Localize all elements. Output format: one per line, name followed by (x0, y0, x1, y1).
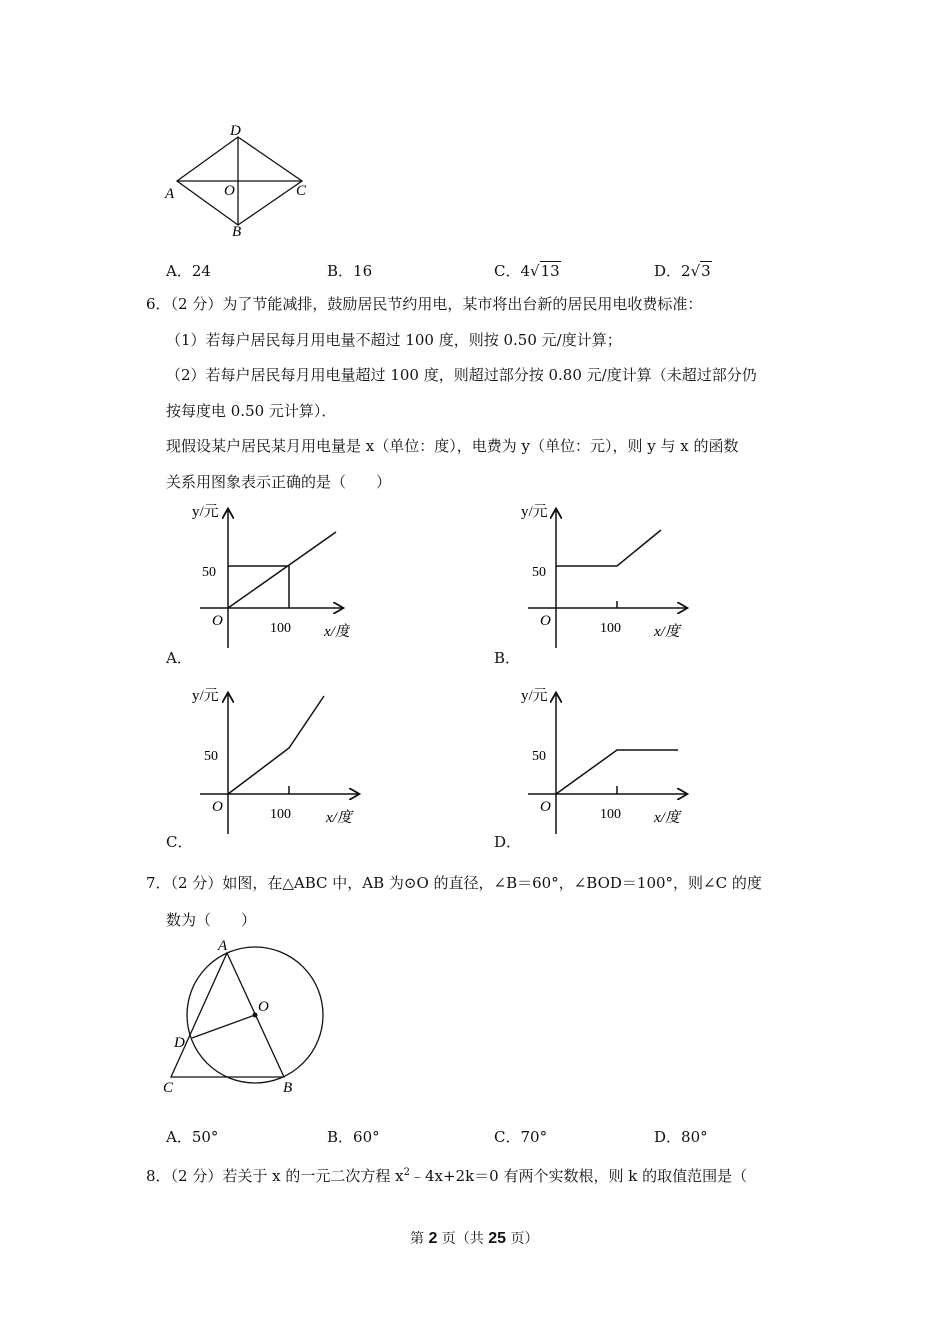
graph-b (518, 498, 693, 648)
graph-d-origin: O (540, 799, 551, 815)
graph-b-ytick: 50 (532, 565, 546, 580)
graph-a (190, 498, 350, 648)
q6-head: 6．（2 分）为了节能减排，鼓励居民节约用电，某市将出台新的居民用电收费标准： (146, 295, 703, 313)
footer-page-number: 2 (428, 1230, 438, 1247)
fig7-label-O: O (258, 999, 269, 1015)
label-A: A (165, 186, 175, 202)
page-footer: 第 2 页（共 25 页） (410, 1230, 539, 1247)
q5-option-a: A．24 (166, 262, 211, 280)
graph-c-ylabel: y/元 (192, 688, 219, 704)
q6-rule1: （1）若每户居民每月用电量不超过 100 度，则按 0.50 元/度计算； (166, 331, 622, 349)
graph-d-xlabel: x/度 (654, 810, 680, 826)
graph-b-letter: B． (494, 649, 521, 667)
graph-d (518, 682, 693, 834)
graph-c-xtick: 100 (270, 807, 291, 822)
graph-a-ytick: 50 (202, 565, 216, 580)
q7-option-c: C．70° (494, 1128, 548, 1146)
q7-option-d: D．80° (654, 1128, 708, 1146)
graph-c-letter: C． (166, 833, 193, 851)
label-C: C (296, 183, 307, 199)
graph-a-ylabel: y/元 (192, 504, 219, 520)
graph-d-xtick: 100 (600, 807, 621, 822)
label-O: O (224, 183, 235, 199)
footer-total-pages: 25 (488, 1230, 507, 1247)
graph-a-xtick: 100 (270, 621, 291, 636)
q5-option-d: D．2√3 (654, 262, 711, 280)
graph-b-xlabel: x/度 (654, 624, 680, 640)
graph-b-ylabel: y/元 (521, 504, 548, 520)
q6-rule2b: 按每度电 0.50 元计算）． (166, 402, 337, 420)
fig7-label-C: C (163, 1080, 174, 1096)
label-D: D (230, 123, 241, 139)
graph-a-letter: A． (166, 649, 192, 667)
graph-c (190, 682, 365, 834)
graph-c-origin: O (212, 799, 223, 815)
graph-d-ylabel: y/元 (521, 688, 548, 704)
q7-line1: 7．（2 分）如图，在△ABC 中，AB 为⊙O 的直径，∠B＝60°，∠BOD＝100°，则∠C 的度 (146, 874, 762, 892)
q6-line4: 关系用图象表示正确的是（ ） (166, 473, 392, 491)
rhombus-figure (160, 118, 320, 242)
graph-a-origin: O (212, 613, 223, 629)
graph-b-xtick: 100 (600, 621, 621, 636)
q7-option-a: A．50° (166, 1128, 219, 1146)
q6-rule2a: （2）若每户居民每月用电量超过 100 度，则超过部分按 0.80 元/度计算（未超过部分仍 (166, 366, 757, 384)
q6-line3: 现假设某户居民某月用电量是 x（单位：度），电费为 y（单位：元），则 y 与 x 的函数 (166, 437, 739, 455)
fig7-label-B: B (283, 1080, 293, 1096)
circle-triangle-figure (160, 936, 330, 1096)
label-B: B (232, 224, 242, 240)
graph-c-ytick: 50 (204, 749, 218, 764)
q7-option-b: B．60° (327, 1128, 380, 1146)
graph-b-origin: O (540, 613, 551, 629)
graph-c-xlabel: x/度 (326, 810, 352, 826)
q5-option-c: C．4√13 (494, 262, 560, 280)
fig7-label-D: D (174, 1035, 185, 1051)
q5-option-b: B．16 (327, 262, 373, 280)
graph-a-xlabel: x/度 (324, 624, 350, 640)
fig7-label-A: A (218, 938, 228, 954)
graph-d-letter: D． (494, 833, 522, 851)
q8-line1: 8．（2 分）若关于 x 的一元二次方程 $x^2﹣4x+2k=0$ 有两个实数根，则 k 的取值范围是（ (146, 1167, 748, 1185)
q7-line2: 数为（ ） (166, 911, 257, 929)
graph-d-ytick: 50 (532, 749, 546, 764)
